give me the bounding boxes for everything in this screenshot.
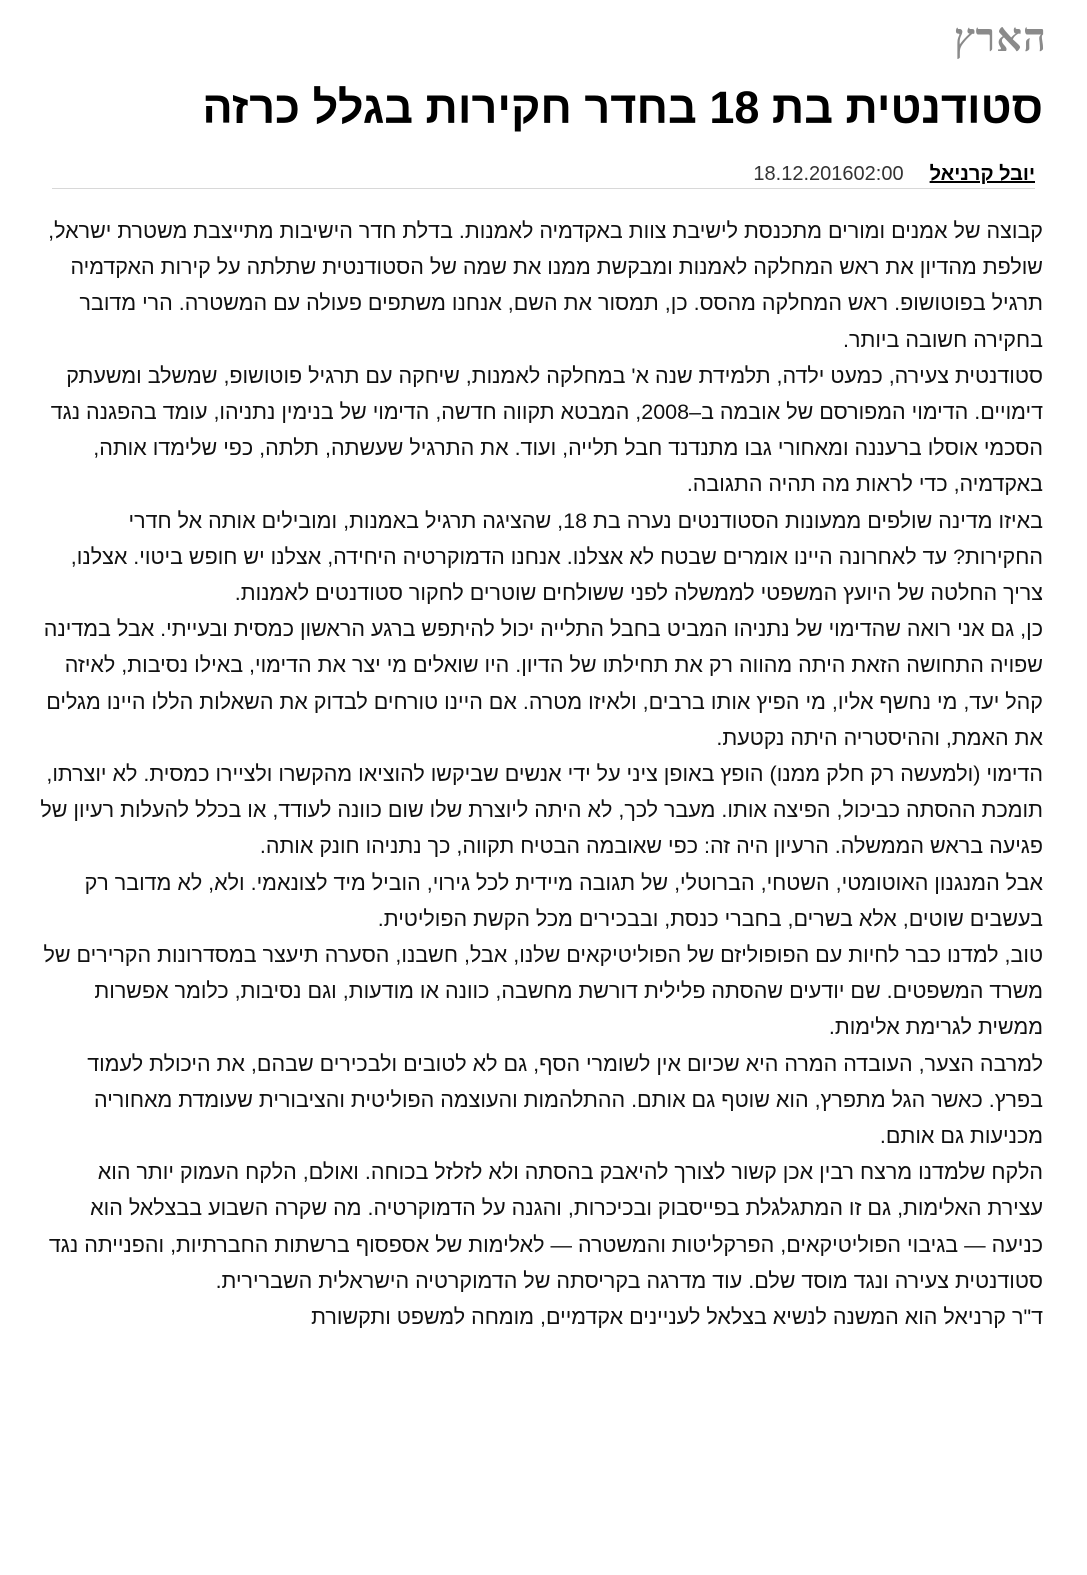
publish-date: 18.12.2016 — [753, 163, 854, 185]
byline — [52, 160, 1035, 189]
article-paragraph: באיזו מדינה שולפים ממעונות הסטודנטים נערה בת 18, שהציגה תרגיל באמנות, ומובילים אותה אל חדרי החקירות? עד לאחרונה היינו אומרים שבטח לא אצלנו. אנחנו הדמוקרטיה היחידה, אצלנו יש חופש ביטוי. אצלנו, צריך החלטה של היועץ המשפטי לממשלה לפני ששולחים שוטרים לחקור סטודנטים לאמנות. — [70, 508, 1043, 606]
article-paragraph: כן, גם אני רואה שהדימוי של נתניהו המביט בחבל התלייה יכול להיתפש ברגע הראשון כמסית ובעייתי. אבל במדינה שפויה התחושה הזאת היתה מהווה רק את תחילתו של הדיון. היו שואלים מי יצר את הדימוי, באילו נסיבות, לאיזה קהל יעד, מי נחשף אליו, מי הפיץ אותו ברבים, ולאיזו מטרה. אם היינו טורחים לבדוק את השאלות הללו היינו מגלים את האמת, וההיסטריה היתה נקטעת. — [43, 617, 1043, 750]
article-paragraph: למרבה הצער, העובדה המרה היא שכיום אין לשומרי הסף, גם לא לטובים ולבכירים שבהם, את היכולת לעמוד בפרץ. כאשר הגל מתפרץ, הוא שוטף גם אותם. ההתלהמות והעוצמה הפוליטית והציבורית שעומדת מאחוריה מכניעות גם אותם. — [87, 1051, 1043, 1149]
article-paragraph: הלקח שלמדנו מרצח רבין אכן קשור לצורך להיאבק בהסתה ולא לזלזל בכוחה. ואולם, הלקח העמוק יותר הוא עצירת האלימות, גם זו המתגלגלת בפייסבוק ובכיכרות, והגנה על הדמוקרטיה. מה שקרה השבוע בבצלאל הוא כניעה — בגיבוי הפוליטיקאים, הפרקליטות והמשטרה — לאלימות של אספסוף ברשתות החברתיות, והפנייתה נגד סטודנטית צעירה ונגד מוסד שלם. עוד מדרגה בקריסתה של הדמוקרטיה הישראלית השברירית. — [48, 1160, 1043, 1293]
article-paragraph: טוב, למדנו כבר לחיות עם הפופוליזם של הפוליטיקאים שלנו, אבל, חשבנו, הסערה תיעצר במסדרונות הקרירים של משרד המשפטים. שם יודעים שהסתה פלילית דורשת מחשבה, כוונה או מודעות, וגם נסיבות, כלומר אפשרות ממשית לגרימת אלימות. — [43, 943, 1043, 1040]
article-paragraph: אבל המנגנון האוטומטי, השטחי, הברוטלי, של תגובה מיידית לכל גירוי, הוביל מיד לצונאמי. ולא, לא מדובר רק בעשבים שוטים, אלא בשרים, בחברי כנסת, ובבכירים מכל הקשת הפוליטית. — [84, 870, 1043, 931]
author-bio: ד"ר קרניאל הוא המשנה לנשיא בצלאל לעניינים אקדמיים, מומחה למשפט ותקשורת — [311, 1305, 1043, 1330]
publish-time: 02:00 — [853, 163, 904, 185]
article-paragraph: סטודנטית צעירה, כמעט ילדה, תלמידת שנה א' במחלקה לאמנות, שיחקה עם תרגיל פוטושופ, שמשלב ומשעתק דימויים. הדימוי המפורסם של אובמה ב–2008, המבטא תקווה חדשה, הדימוי של בנימין נתניהו, עומד בהפגנה נגד הסכמי אוסלו ברעננה ומאחורי גבו מתנדנד חבל תלייה, ועוד. את התרגיל שעשתה, תלתה, כפי שלימדו אותה, באקדמיה, כדי לראות מה תהיה התגובה. — [50, 363, 1043, 497]
haaretz-logo[interactable]: הארץ — [953, 14, 1047, 61]
article-body — [40, 213, 1043, 1335]
article-headline: סטודנטית בת 18 בחדר חקירות בגלל כרזה — [202, 82, 1043, 133]
article-paragraph: הדימוי (ולמעשה רק חלק ממנו) הופץ באופן ציני על ידי אנשים שביקשו להוציאו מהקשרו ולציירו כמסית. לא יוצרתו, תומכת ההסתה כביכול, הפיצה אותו. מעבר לכך, לא היתה ליוצרת שלו שום כוונה לעודד, או בכלל להעלות רעיון של פגיעה בראש הממשלה. הרעיון היה זה: כפי שאובמה הבטיח תקווה, כך נתניהו חונק אותה. — [40, 762, 1043, 859]
article-paragraph: קבוצה של אמנים ומורים מתכנסת לישיבת צוות באקדמיה לאמנות. בדלת חדר הישיבות מתייצבת משטרת ישראל, שולפת מהדיון את ראש המחלקה לאמנות ומבקשת ממנו את שמה של הסטודנטית שתלתה על קירות האקדמיה תרגיל בפוטושופ. ראש המחלקה מהסס. כן, תמסור את השם, אנחנו משתפים פעולה עם המשטרה. הרי מדובר בחקירה חשובה ביותר. — [48, 219, 1043, 352]
author-link[interactable]: יובל קרניאל — [929, 163, 1035, 185]
